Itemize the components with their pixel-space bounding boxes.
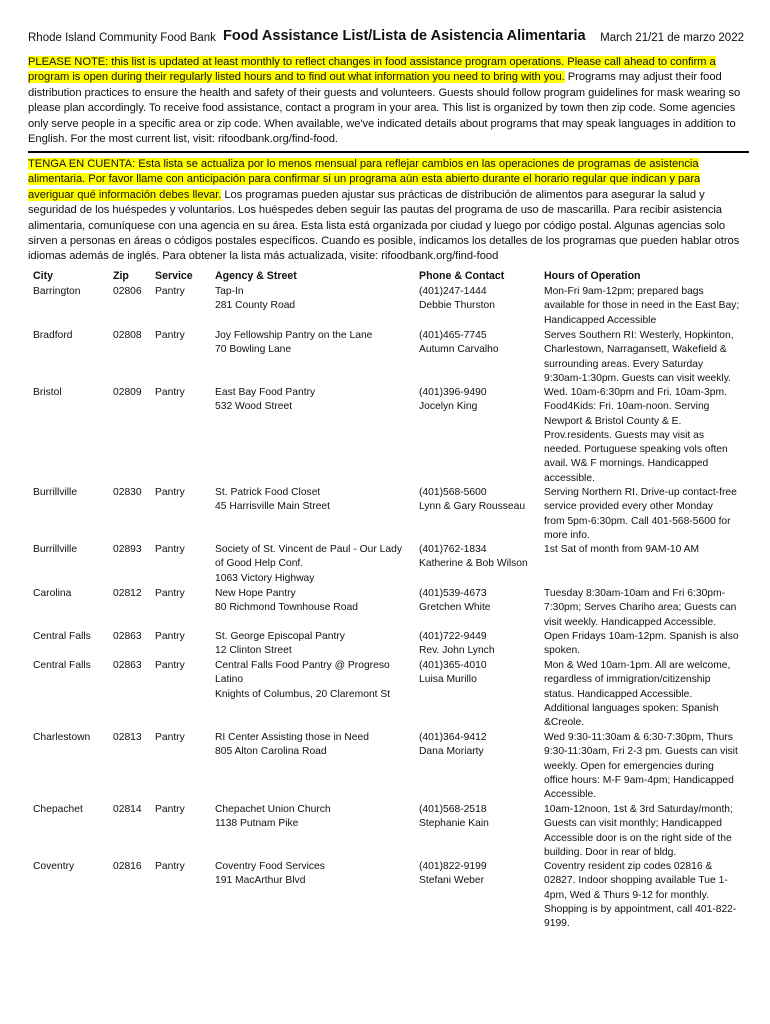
row-zip: 02809 <box>113 387 142 398</box>
row-zip: 02863 <box>113 660 142 671</box>
row-agency: Tap-In 281 County Road <box>215 286 296 312</box>
row-zip: 02863 <box>113 631 142 642</box>
row-city: Burrillville <box>33 487 78 498</box>
row-city: Charlestown <box>33 732 91 743</box>
row-phone: (401)568-5600 Lynn & Gary Rousseau <box>419 487 526 513</box>
page-date: March 21/21 de marzo 2022 <box>600 32 744 44</box>
row-city: Chepachet <box>33 804 83 815</box>
row-hours: Serving Northern RI. Drive-up contact-free service provided every other Monday from 5pm-6:30pm. Call 401-568-5600 for more info. <box>544 487 737 541</box>
row-zip: 02816 <box>113 861 142 872</box>
row-phone: (401)465-7745 Autumn Carvalho <box>419 330 499 356</box>
header-phone: Phone & Contact <box>419 270 505 282</box>
row-service: Pantry <box>155 330 185 341</box>
row-agency: Chepachet Union Church 1138 Putnam Pike <box>215 804 331 830</box>
notice-english-highlight: PLEASE NOTE: this list is updated at least monthly to reflect changes in food assistance program operations. Please call ahead to confirm a program is open during their regularly listed hours and to find out what information you need to bring with you. <box>28 56 716 84</box>
row-phone: (401)722-9449 Rev. John Lynch <box>419 631 495 657</box>
row-hours: Wed. 10am-6:30pm and Fri. 10am-3pm. Food4Kids: Fri. 10am-noon. Serving Newport & Bristol County & E. Prov.residents. Guests may visit as needed. Portuguese speaking vols often avail. W& F mornings. Handicapped accessible. <box>544 387 728 484</box>
row-city: Bristol <box>33 387 62 398</box>
header-city: City <box>33 270 54 282</box>
header-service: Service <box>155 270 193 282</box>
page-title: Food Assistance List/Lista de Asistencia Alimentaria <box>223 28 586 44</box>
row-phone: (401)365-4010 Luisa Murillo <box>419 660 487 686</box>
row-hours: Wed 9:30-11:30am & 6:30-7:30pm, Thurs 9:30-11:30am, Fri 2-3 pm. Guests can visit weekly. Open for emergencies during office hours: M-F 9am-4pm; Handicapped Accessible. <box>544 732 738 801</box>
notice-english-text: Programs may adjust their food distribution practices to ensure the health and safety of their guests and volunteers. Guests should follow program guidelines for mask wearing so please plan accordingly. To receive food assistance, contact a program in your area. This list is organized by town then zip code. Some agencies only serve people in a specific area or zip code. When available, we've indicated details about programs that may speak languages in addition to English. For the most current list, visit: rifoodbank.org/find-food. <box>28 71 741 146</box>
row-service: Pantry <box>155 588 185 599</box>
row-hours: Tuesday 8:30am-10am and Fri 6:30pm- 7:30pm; Serves Chariho area; Guests can visit weekly. Handicapped Accessible. <box>544 588 737 628</box>
row-service: Pantry <box>155 286 185 297</box>
row-hours: 1st Sat of month from 9AM-10 AM <box>544 544 700 555</box>
notice-spanish-highlight: TENGA EN CUENTA: Esta lista se actualiza por lo menos mensual para reflejar cambios en las operaciones de programas de asistencia alimentaria. Por favor llame con anticipación para confirmar si un programa aún esta abierto durante el horario regular que indican y para averiguar qué información debes llevar. <box>28 158 701 201</box>
row-agency: RI Center Assisting those in Need 805 Alton Carolina Road <box>215 732 369 758</box>
header-zip: Zip <box>113 270 129 282</box>
row-phone: (401)762-1834 Katherine & Bob Wilson <box>419 544 528 570</box>
row-agency: St. Patrick Food Closet 45 Harrisville Main Street <box>215 487 331 513</box>
row-zip: 02830 <box>113 487 142 498</box>
section-divider <box>28 151 749 153</box>
row-city: Coventry <box>33 861 75 872</box>
organization-name: Rhode Island Community Food Bank <box>28 32 216 44</box>
row-zip: 02806 <box>113 286 142 297</box>
row-agency: Joy Fellowship Pantry on the Lane 70 Bowling Lane <box>215 330 373 356</box>
row-agency: Society of St. Vincent de Paul - Our Lady of Good Help Conf. 1063 Victory Highway <box>215 544 402 584</box>
row-city: Burrillville <box>33 544 78 555</box>
row-city: Carolina <box>33 588 72 599</box>
row-service: Pantry <box>155 732 185 743</box>
row-phone: (401)364-9412 Dana Moriarty <box>419 732 487 758</box>
header-hours: Hours of Operation <box>544 270 641 282</box>
row-agency: Coventry Food Services 191 MacArthur Blvd <box>215 861 325 887</box>
row-zip: 02812 <box>113 588 142 599</box>
row-hours: Mon-Fri 9am-12pm; prepared bags available for those in need in the East Bay; Handicapped Accessible <box>544 286 740 326</box>
row-service: Pantry <box>155 861 185 872</box>
row-hours: Coventry resident zip codes 02816 & 02827. Indoor shopping available Tue 1- 4pm, Wed & Thurs 9-12 for monthly. Shopping is by appointment, call 401-822- 9199. <box>544 861 737 930</box>
row-agency: New Hope Pantry 80 Richmond Townhouse Road <box>215 588 358 614</box>
row-service: Pantry <box>155 804 185 815</box>
row-zip: 02808 <box>113 330 142 341</box>
row-city: Bradford <box>33 330 73 341</box>
row-zip: 02814 <box>113 804 142 815</box>
row-service: Pantry <box>155 387 185 398</box>
row-agency: St. George Episcopal Pantry 12 Clinton Street <box>215 631 345 657</box>
row-hours: Open Fridays 10am-12pm. Spanish is also spoken. <box>544 631 739 657</box>
row-service: Pantry <box>155 487 185 498</box>
notice-spanish <box>28 157 746 265</box>
row-service: Pantry <box>155 660 185 671</box>
row-hours: 10am-12noon, 1st & 3rd Saturday/month; Guests can visit monthly; Handicapped Accessible door is on the right side of the building. Door in rear of bldg. <box>544 804 733 858</box>
row-service: Pantry <box>155 544 185 555</box>
table-header <box>0 270 770 284</box>
row-agency: Central Falls Food Pantry @ Progreso Latino Knights of Columbus, 20 Claremont St <box>215 660 391 700</box>
row-zip: 02893 <box>113 544 142 555</box>
row-city: Barrington <box>33 286 81 297</box>
row-agency: East Bay Food Pantry 532 Wood Street <box>215 387 316 413</box>
row-phone: (401)822-9199 Stefani Weber <box>419 861 487 887</box>
row-zip: 02813 <box>113 732 142 743</box>
row-phone: (401)568-2518 Stephanie Kain <box>419 804 489 830</box>
row-phone: (401)247-1444 Debbie Thurston <box>419 286 495 312</box>
row-city: Central Falls <box>33 660 91 671</box>
notice-english <box>28 55 746 147</box>
row-city: Central Falls <box>33 631 91 642</box>
row-phone: (401)539-4673 Gretchen White <box>419 588 491 614</box>
page-header <box>28 28 744 48</box>
row-service: Pantry <box>155 631 185 642</box>
row-hours: Mon & Wed 10am-1pm. All are welcome, regardless of immigration/citizenship status. Handicapped Accessible. Additional languages spoken: Spanish &Creole. <box>544 660 731 729</box>
row-phone: (401)396-9490 Jocelyn King <box>419 387 487 413</box>
row-hours: Serves Southern RI: Westerly, Hopkinton, Charlestown, Narragansett, Wakefield & surrounding areas. Every Saturday 9:30am-1:30pm. Guests can visit weekly. <box>544 330 734 384</box>
header-agency: Agency & Street <box>215 270 297 282</box>
notice-spanish-text: Los programas pueden ajustar sus prácticas de distribución de alimentos para asegurar la salud y seguridad de los huéspedes y voluntarios. Los huéspedes deben seguir las pautas del programa de uso de mascarilla. Para recibir asistencia alimentaria, comuníquese con una agencia en su área. Esta lista está organizada por ciudad y luego por código postal. Algunas agencias solo sirven a personas en áreas o códigos postales específicos. Cuando es posible, indicamos los detalles de los programas que pueden hablar otros idiomas además de inglés. Para obtener la lista más actualizada, visite: rifoodbank.org/find-food <box>28 188 740 263</box>
